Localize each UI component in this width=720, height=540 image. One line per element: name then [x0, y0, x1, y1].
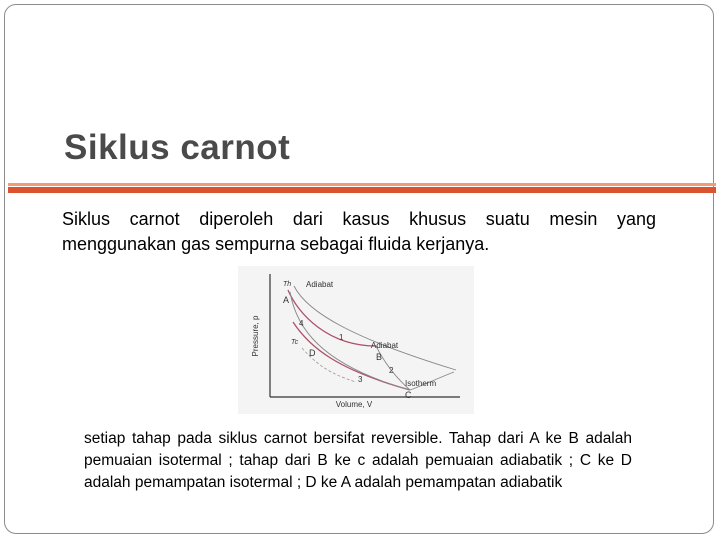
step-2-label: 2: [389, 366, 394, 375]
diagram-background: [238, 266, 474, 414]
th-label: Th: [283, 281, 292, 288]
adiabat-top-label: Adiabat: [306, 280, 334, 289]
adiabat-right-label: Adiabat: [371, 341, 399, 350]
step-4-label: 4: [299, 319, 304, 328]
step-1-label: 1: [339, 333, 344, 342]
tc-label: Tc: [291, 339, 299, 346]
step-3-label: 3: [358, 375, 363, 384]
x-axis-label: Volume, V: [335, 400, 373, 409]
isotherm-label: Isotherm: [405, 379, 437, 388]
title-rule-light: [8, 183, 716, 186]
point-d-label: D: [309, 348, 316, 358]
point-b-label: B: [376, 352, 383, 362]
carnot-pv-diagram: [238, 266, 474, 414]
slide-title: Siklus carnot: [64, 128, 291, 167]
pv-diagram-svg: [238, 266, 474, 414]
point-a-label: A: [283, 295, 290, 305]
point-c-label: C: [405, 390, 412, 400]
intro-paragraph: Siklus carnot diperoleh dari kasus khusus suatu mesin yang menggunakan gas sempurna sebagai fluida kerjanya.: [62, 209, 656, 254]
title-rule: [8, 187, 716, 193]
caption-paragraph: setiap tahap pada siklus carnot bersifat reversible. Tahap dari A ke B adalah pemuaian isotermal ; tahap dari B ke c adalah pemuaian adiabatik ; C ke D adalah pemampatan isotermal ; D ke A adalah pemampatan adiabatik: [84, 430, 632, 491]
y-axis-label: Pressure, p: [251, 315, 260, 357]
